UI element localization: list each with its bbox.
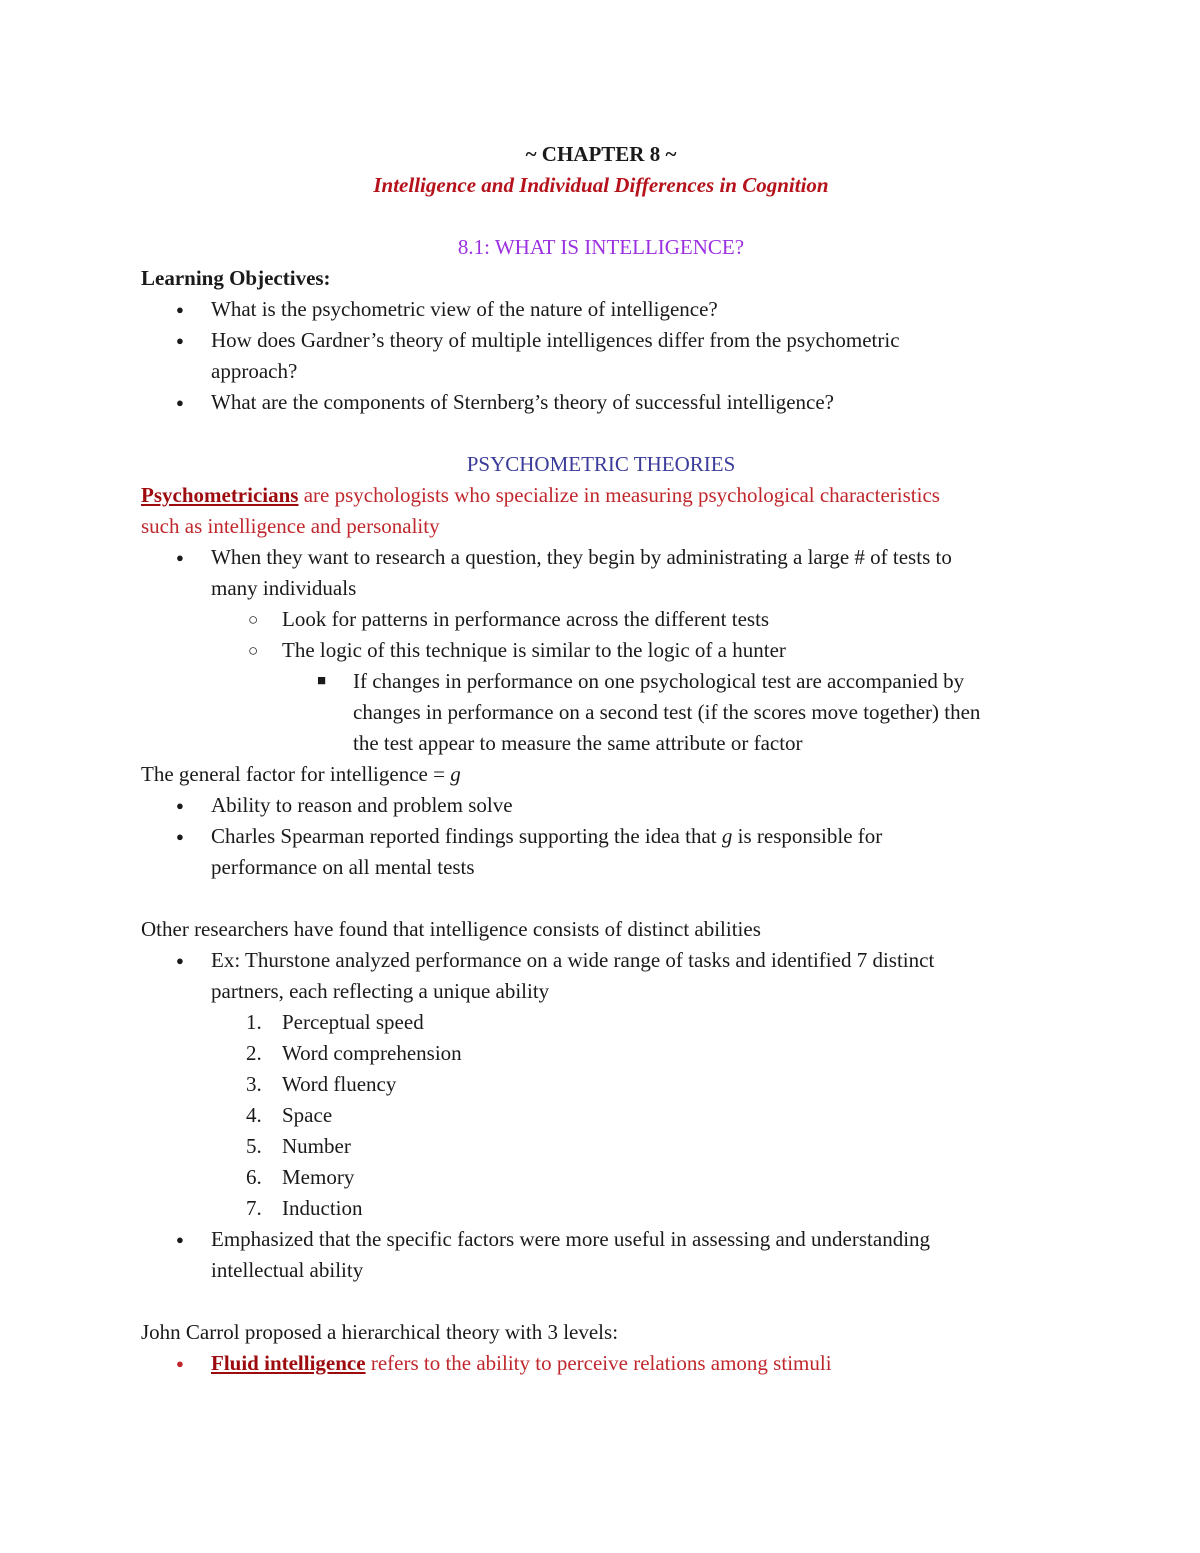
objectives-label: Learning Objectives:: [141, 266, 331, 290]
paragraph-line: John Carrol proposed a hierarchical theory with 3 levels:: [141, 1320, 619, 1344]
term-fluid-intelligence: Fluid intelligence: [211, 1351, 366, 1375]
list-item-continued: performance on all mental tests: [211, 855, 475, 879]
list-item-continued: intellectual ability: [211, 1258, 364, 1282]
chapter-heading: ~ CHAPTER 8 ~: [525, 142, 677, 166]
numbered-item: 7. Induction: [246, 1196, 363, 1220]
bullet-icon: ●: [176, 829, 184, 844]
bullet-icon: ●: [176, 798, 184, 813]
list-item: ● Ex: Thurstone analyzed performance on a wide range of tasks and identified 7 distinct: [141, 945, 1061, 976]
section-title-psychometric: PSYCHOMETRIC THEORIES: [466, 452, 736, 476]
definition-line: Psychometricians are psychologists who specialize in measuring psychological characteristics: [141, 483, 940, 507]
numbered-item: 3. Word fluency: [246, 1072, 397, 1096]
term-psychometricians: Psychometricians: [141, 483, 299, 507]
bullet-icon: ●: [176, 333, 184, 348]
document-page: [141, 139, 1061, 1379]
chapter-subtitle: Intelligence and Individual Differences in Cognition: [373, 173, 829, 197]
circle-bullet-icon: ○: [248, 641, 259, 660]
bullet-icon: ●: [176, 1356, 184, 1371]
bullet-icon: ●: [176, 1232, 184, 1247]
objective-item: ● What are the components of Sternberg’s theory of successful intelligence?: [141, 387, 1061, 418]
numbered-item: 5. Number: [246, 1134, 351, 1158]
list-item: ● When they want to research a question, they begin by administrating a large # of tests to: [141, 542, 1061, 573]
square-bullet-icon: ■: [317, 673, 327, 689]
numbered-item: 1. Perceptual speed: [246, 1010, 424, 1034]
definition-line-2: such as intelligence and personality: [141, 514, 440, 538]
section-title-8-1: 8.1: WHAT IS INTELLIGENCE?: [457, 235, 745, 259]
sub-list-item: ○ Look for patterns in performance across the different tests: [141, 604, 1061, 635]
numbered-item: 4. Space: [246, 1103, 333, 1127]
numbered-item: 6. Memory: [246, 1165, 355, 1189]
bullet-icon: ●: [176, 395, 184, 410]
bullet-icon: ●: [176, 550, 184, 565]
circle-bullet-icon: ○: [248, 610, 259, 629]
sub-sub-list-item-continued: the test appear to measure the same attribute or factor: [353, 731, 803, 755]
sub-list-item: ○ The logic of this technique is similar to the logic of a hunter: [141, 635, 1061, 666]
list-item-continued: many individuals: [211, 576, 357, 600]
list-item: ● Charles Spearman reported findings supporting the idea that g is responsible for: [141, 821, 1061, 852]
objective-item-continued: approach?: [211, 359, 298, 383]
numbered-item: 2. Word comprehension: [246, 1041, 462, 1065]
sub-sub-list-item: ■ If changes in performance on one psychological test are accompanied by: [141, 666, 1061, 697]
general-factor-line: The general factor for intelligence = g: [141, 762, 461, 786]
list-item-continued: partners, each reflecting a unique ability: [211, 979, 550, 1003]
bullet-icon: ●: [176, 953, 184, 968]
paragraph-line: Other researchers have found that intelligence consists of distinct abilities: [141, 917, 761, 941]
objective-item: ● How does Gardner’s theory of multiple intelligences differ from the psychometric: [141, 325, 1061, 356]
sub-sub-list-item-continued: changes in performance on a second test (if the scores move together) then: [353, 700, 981, 724]
bullet-icon: ●: [176, 302, 184, 317]
list-item: ● Ability to reason and problem solve: [141, 790, 1061, 821]
list-item: ● Fluid intelligence refers to the ability to perceive relations among stimuli: [141, 1348, 1061, 1379]
objective-item: ● What is the psychometric view of the nature of intelligence?: [141, 294, 1061, 325]
list-item: ● Emphasized that the specific factors were more useful in assessing and understanding: [141, 1224, 1061, 1255]
